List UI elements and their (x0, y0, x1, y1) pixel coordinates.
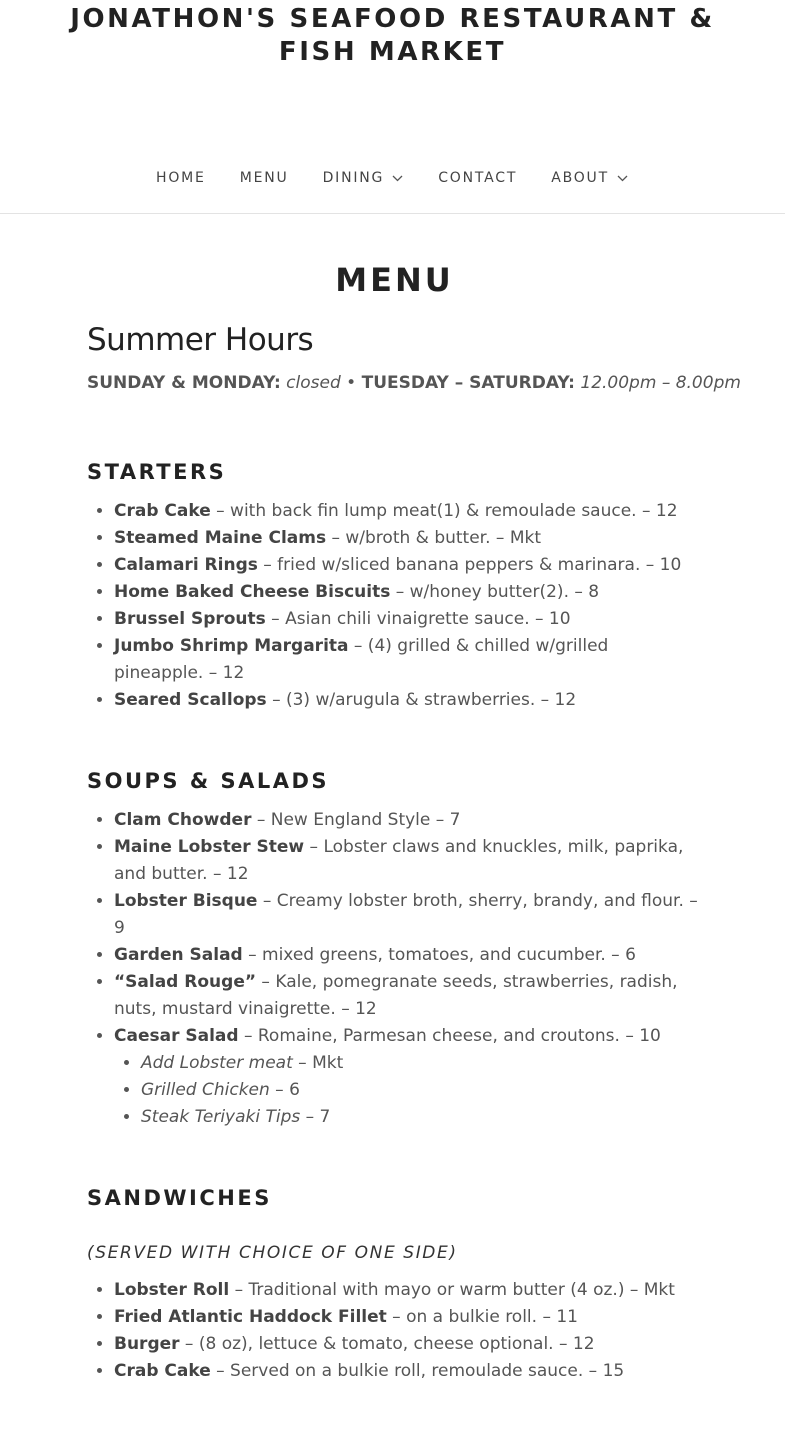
nav-contact[interactable] (421, 170, 534, 186)
item-desc: – Lobster claws and knuckles, milk, paprika, and butter. – 12 (114, 837, 684, 884)
item-name: Home Baked Cheese Biscuits (114, 582, 391, 602)
item-desc: – Served on a bulkie roll, remoulade sauce. – 15 (210, 1361, 625, 1381)
item-name: Calamari Rings (114, 555, 258, 575)
main-nav (0, 166, 785, 190)
header-divider (0, 213, 785, 214)
item-name: Fried Atlantic Haddock Fillet (114, 1307, 387, 1327)
nav-about[interactable] (534, 170, 646, 186)
hours-day2-label: TUESDAY – SATURDAY: (361, 373, 575, 393)
nav-menu[interactable] (223, 170, 306, 186)
addon-name: Add Lobster meat (141, 1053, 293, 1073)
item-desc: – Asian chili vinaigrette sauce. – 10 (265, 609, 571, 629)
item-desc: – (4) grilled & chilled w/grilled pineapple. – 12 (114, 636, 609, 683)
item-desc: – Traditional with mayo or warm butter (4 oz.) – Mkt (229, 1280, 675, 1300)
list-item (114, 552, 702, 579)
nav-dining-label: DINING (322, 170, 385, 186)
list-item (114, 834, 702, 888)
item-name: Brussel Sprouts (114, 609, 266, 629)
item-name: Caesar Salad (114, 1026, 239, 1046)
addon-desc: – 6 (269, 1080, 300, 1100)
list-item (141, 1104, 702, 1131)
nav-menu-label: MENU (239, 170, 289, 186)
list-item (141, 1050, 702, 1077)
section-heading-starters: STARTERS (87, 460, 227, 484)
chevron-down-icon[interactable] (617, 170, 629, 186)
sandwiches-list (87, 1277, 702, 1385)
site-header (0, 0, 785, 186)
item-desc: – on a bulkie roll. – 11 (386, 1307, 578, 1327)
caesar-addons-list (114, 1050, 702, 1131)
list-item (114, 1358, 702, 1385)
section-heading-sandwiches: SANDWICHES (87, 1186, 272, 1210)
item-name: Burger (114, 1334, 180, 1354)
nav-about-label: ABOUT (551, 170, 609, 186)
item-name: Maine Lobster Stew (114, 837, 305, 857)
main-content (87, 258, 741, 1437)
list-item (114, 888, 702, 942)
nav-contact-label: CONTACT (438, 170, 518, 186)
item-name: “Salad Rouge” (114, 972, 257, 992)
sandwiches-note: (SERVED WITH CHOICE OF ONE SIDE) (87, 1243, 458, 1263)
item-desc: – Creamy lobster broth, sherry, brandy, and flour. – 9 (114, 891, 698, 938)
addon-name: Grilled Chicken (141, 1080, 270, 1100)
item-name: Crab Cake (114, 1361, 211, 1381)
hours-day2-value: 12.00pm – 8.00pm (580, 373, 741, 393)
chevron-down-icon[interactable] (392, 170, 404, 186)
item-desc: – (8 oz), lettuce & tomato, cheese optional. – 12 (179, 1334, 595, 1354)
item-desc: – w/broth & butter. – Mkt (326, 528, 542, 548)
list-item (114, 525, 702, 552)
item-desc: – mixed greens, tomatoes, and cucumber. – 6 (242, 945, 636, 965)
list-item (114, 606, 702, 633)
list-item (114, 1023, 702, 1131)
hours-line (87, 367, 741, 399)
hours-separator: • (346, 373, 357, 393)
list-item (114, 942, 702, 969)
item-name: Garden Salad (114, 945, 243, 965)
item-desc: – Kale, pomegranate seeds, strawberries, radish, nuts, mustard vinaigrette. – 12 (114, 972, 678, 1019)
item-name: Clam Chowder (114, 810, 252, 830)
item-desc: – w/honey butter(2). – 8 (390, 582, 600, 602)
nav-dining[interactable] (306, 170, 422, 186)
item-desc: – with back fin lump meat(1) & remoulade sauce. – 12 (210, 501, 678, 521)
item-desc: – (3) w/arugula & strawberries. – 12 (266, 690, 577, 710)
list-item (114, 1277, 702, 1304)
item-desc: – Romaine, Parmesan cheese, and croutons. – 10 (238, 1026, 661, 1046)
starters-list (87, 498, 702, 714)
nav-home-label: HOME (156, 170, 206, 186)
item-desc: – New England Style – 7 (251, 810, 461, 830)
item-name: Seared Scallops (114, 690, 267, 710)
hours-day1-value: closed (286, 373, 341, 393)
list-item (114, 1331, 702, 1358)
list-item (114, 687, 702, 714)
item-name: Crab Cake (114, 501, 211, 521)
site-title[interactable]: JONATHON'S SEAFOOD RESTAURANT & FISH MARKET (70, 4, 715, 67)
list-item (114, 633, 702, 687)
hours-heading: Summer Hours (87, 322, 314, 358)
item-name: Lobster Bisque (114, 891, 258, 911)
hours-day1-label: SUNDAY & MONDAY: (87, 373, 281, 393)
addon-desc: – Mkt (292, 1053, 344, 1073)
list-item (114, 579, 702, 606)
nav-home[interactable] (139, 170, 223, 186)
list-item (114, 498, 702, 525)
page-title: MENU (335, 261, 454, 299)
item-name: Steamed Maine Clams (114, 528, 327, 548)
addon-desc: – 7 (300, 1107, 331, 1127)
soups-list (87, 807, 702, 1131)
item-desc: – fried w/sliced banana peppers & marinara. – 10 (257, 555, 682, 575)
list-item (114, 807, 702, 834)
list-item (114, 1304, 702, 1331)
item-name: Jumbo Shrimp Margarita (114, 636, 349, 656)
item-name: Lobster Roll (114, 1280, 230, 1300)
addon-name: Steak Teriyaki Tips (141, 1107, 301, 1127)
section-heading-soups-salads: SOUPS & SALADS (87, 769, 330, 793)
list-item (114, 969, 702, 1023)
list-item (141, 1077, 702, 1104)
